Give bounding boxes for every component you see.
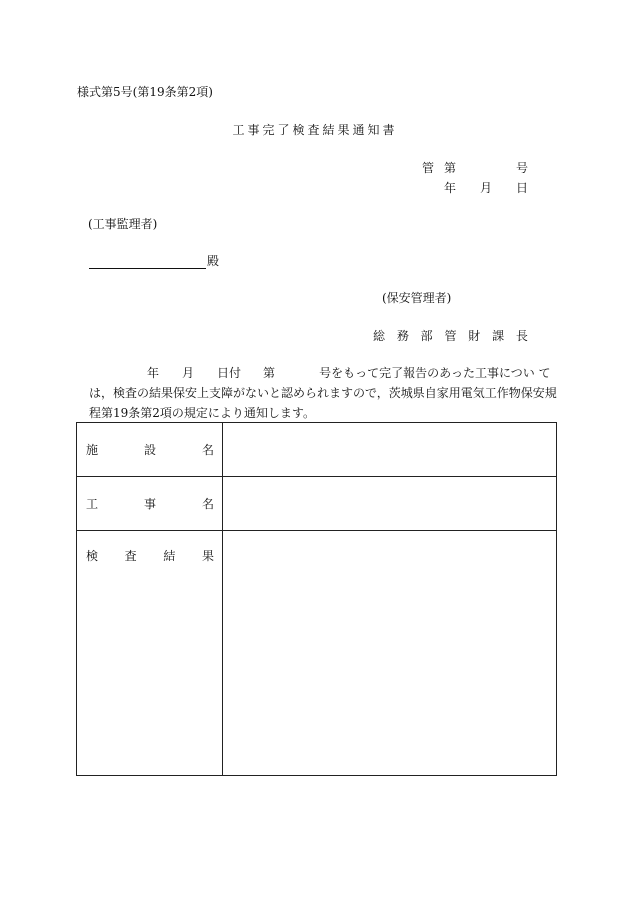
result-table bbox=[76, 422, 557, 776]
label-char: 事 bbox=[143, 496, 156, 511]
body-day: 日付 bbox=[217, 366, 242, 380]
inspection-result-label bbox=[77, 531, 223, 776]
label-char: 工 bbox=[86, 496, 99, 511]
date-day-label: 日 bbox=[516, 181, 529, 195]
sender-role: (保安管理者) bbox=[382, 291, 452, 305]
label-char: 査 bbox=[124, 549, 137, 563]
body-number-prefix: 第 bbox=[263, 366, 276, 380]
label-char: 名 bbox=[201, 442, 214, 457]
label-char: 検 bbox=[86, 549, 99, 563]
date-month-label: 月 bbox=[480, 181, 493, 195]
construction-name-label bbox=[77, 477, 223, 531]
table-row-construction bbox=[77, 477, 557, 531]
body-line-1 bbox=[89, 367, 551, 379]
body-year: 年 bbox=[147, 366, 160, 380]
addressee-suffix: 殿 bbox=[207, 254, 220, 268]
body-month: 月 bbox=[182, 366, 195, 380]
reference-go: 号 bbox=[516, 161, 529, 175]
label-char: 施 bbox=[86, 442, 99, 457]
label-char: 名 bbox=[201, 496, 214, 511]
reference-dai: 第 bbox=[444, 161, 457, 175]
sender-name: 総 務 部 管 財 課 長 bbox=[373, 329, 528, 343]
addressee-role: (工事監理者) bbox=[88, 217, 158, 231]
facility-name-value[interactable] bbox=[223, 423, 557, 477]
body-line-3: 程第19条第2項の規定により通知します。 bbox=[89, 406, 315, 420]
table-row-inspection bbox=[77, 531, 557, 776]
table-row-facility bbox=[77, 423, 557, 477]
facility-name-label bbox=[77, 423, 223, 477]
form-code: 様式第5号(第19条第2項) bbox=[77, 85, 213, 99]
date-year-label: 年 bbox=[444, 181, 457, 195]
label-char: 結 bbox=[163, 549, 176, 563]
label-char: 設 bbox=[143, 442, 156, 457]
document-title: 工事完了検査結果通知書 bbox=[232, 123, 398, 137]
reference-kan: 管 bbox=[422, 161, 435, 175]
body-line-1-rest: 号をもって完了報告のあった工事につい て bbox=[319, 366, 551, 380]
construction-name-value[interactable] bbox=[223, 477, 557, 531]
label-char: 果 bbox=[201, 549, 214, 563]
addressee-name-line[interactable] bbox=[89, 268, 206, 269]
body-line-2: は，検査の結果保安上支障がないと認められますので，茨城県自家用電気工作物保安規 bbox=[89, 386, 557, 400]
inspection-result-value[interactable] bbox=[223, 531, 557, 776]
